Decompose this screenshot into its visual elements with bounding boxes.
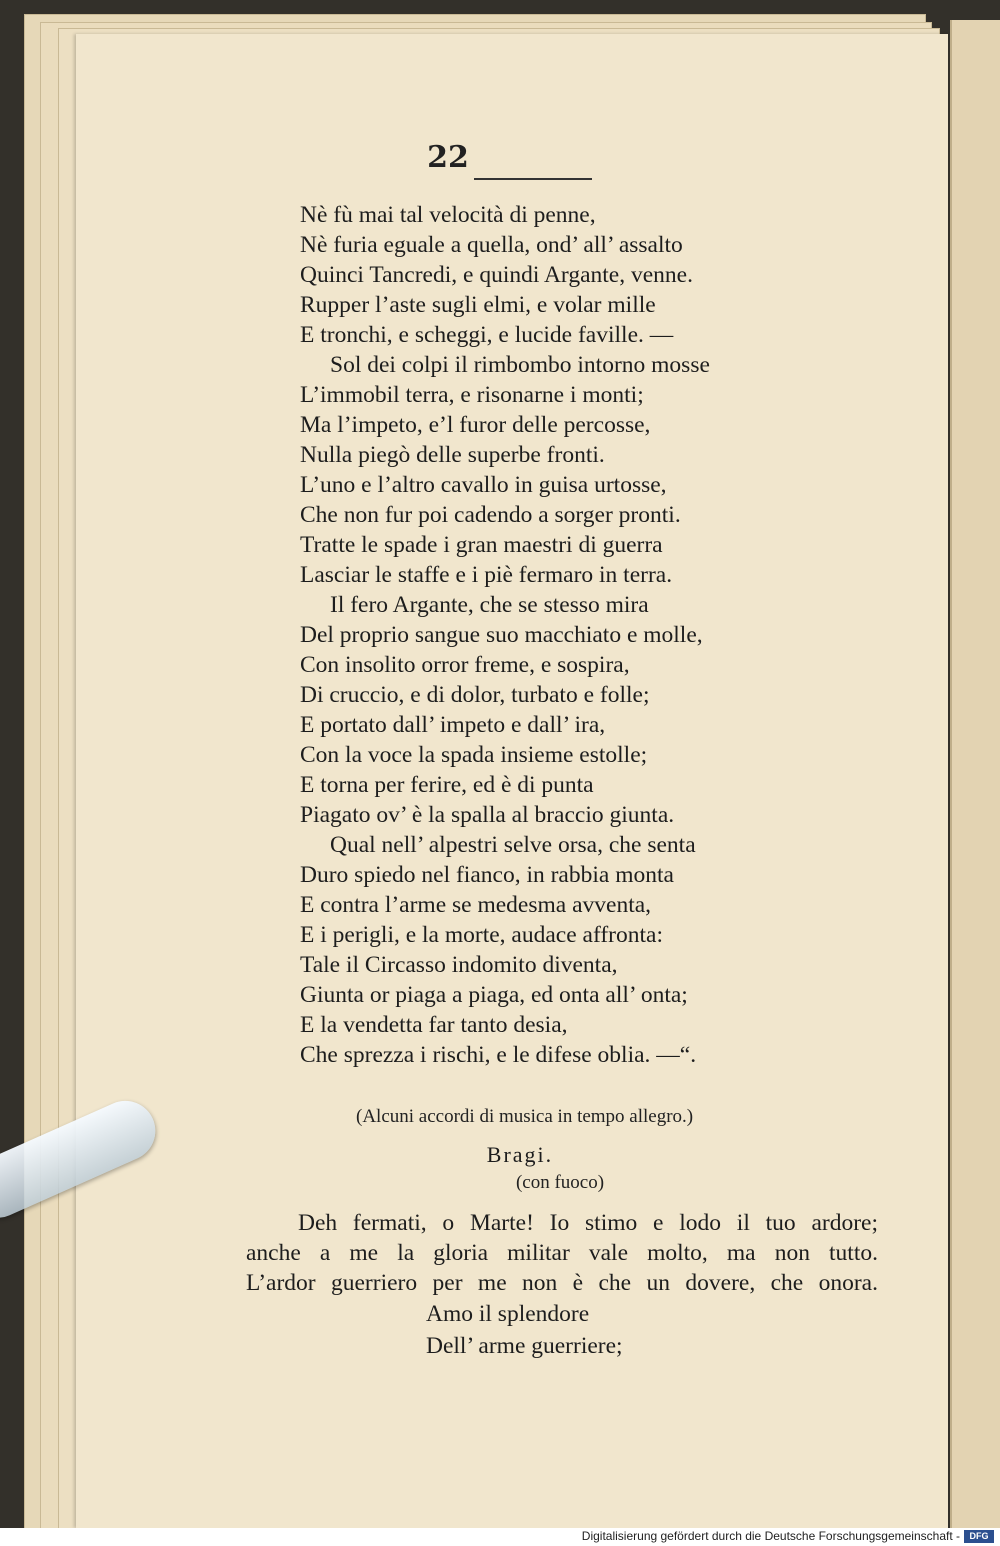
prose-line: Deh fermati, o Marte! Io stimo e lodo il tuo ardore; bbox=[298, 1210, 878, 1236]
verse-line: Sol dei colpi il rimbombo intorno mosse bbox=[330, 352, 710, 378]
verse-line: Tratte le spade i gran maestri di guerra bbox=[300, 532, 663, 558]
closing-line: Amo il splendore bbox=[426, 1301, 590, 1327]
verse-line: L’uno e l’altro cavallo in guisa urtosse, bbox=[300, 472, 667, 498]
verse-line: Giunta or piaga a piaga, ed onta all’ onta; bbox=[300, 982, 688, 1008]
verse-line: Nulla piegò delle superbe fronti. bbox=[300, 442, 605, 468]
page-number: 22 bbox=[427, 140, 469, 175]
verse-line: Piagato ov’ è la spalla al braccio giunta. bbox=[300, 802, 675, 828]
verse-line: L’immobil terra, e risonarne i monti; bbox=[300, 382, 644, 408]
verse-line: Nè furia eguale a quella, ond’ all’ assalto bbox=[300, 232, 683, 258]
verse-line: E contra l’arme se medesma avventa, bbox=[300, 892, 652, 918]
verse-line: Con insolito orror freme, e sospira, bbox=[300, 652, 630, 678]
verse-line: Il fero Argante, che se stesso mira bbox=[330, 592, 649, 618]
speaker-direction: (con fuoco) bbox=[515, 1172, 605, 1193]
verse-line: E portato dall’ impeto e dall’ ira, bbox=[300, 712, 606, 738]
prose-line: anche a me la gloria militar vale molto, ma non tutto. bbox=[246, 1240, 878, 1266]
footer-bar bbox=[0, 1528, 1000, 1546]
verse-line: Quinci Tancredi, e quindi Argante, venne. bbox=[300, 262, 693, 288]
verse-line: Nè fù mai tal velocità di penne, bbox=[300, 202, 596, 228]
verse-line: E tronchi, e scheggi, e lucide faville. — bbox=[300, 322, 674, 348]
verse-line: Ma l’impeto, e’l furor delle percosse, bbox=[300, 412, 651, 438]
footer-credit: Digitalisierung gefördert durch die Deutsche Forschungsgemeinschaft - bbox=[581, 1529, 960, 1543]
verse-block bbox=[300, 200, 840, 1070]
verse-line: Lasciar le staffe e i piè fermaro in terra. bbox=[300, 562, 673, 588]
verse-line: E la vendetta far tanto desia, bbox=[300, 1012, 568, 1038]
facing-page-edge bbox=[950, 20, 1000, 1528]
verse-line: Di cruccio, e di dolor, turbato e folle; bbox=[300, 682, 650, 708]
closing-verse-block bbox=[426, 1298, 623, 1362]
closing-line: Dell’ arme guerriere; bbox=[426, 1333, 623, 1359]
page-number-rule bbox=[474, 178, 592, 180]
verse-line: Che sprezza i rischi, e le difese oblia. —“. bbox=[300, 1042, 697, 1068]
verse-line: Duro spiedo nel fianco, in rabbia monta bbox=[300, 862, 674, 888]
verse-line: E torna per ferire, ed è di punta bbox=[300, 772, 594, 798]
verse-line: Con la voce la spada insieme estolle; bbox=[300, 742, 648, 768]
prose-block bbox=[246, 1208, 878, 1298]
speaker-name: Bragi. bbox=[486, 1142, 554, 1167]
verse-line: Tale il Circasso indomito diventa, bbox=[300, 952, 618, 978]
stage-direction: (Alcuni accordi di musica in tempo allegro.) bbox=[356, 1106, 694, 1127]
prose-line: L’ardor guerriero per me non è che un dovere, che onora. bbox=[246, 1270, 878, 1296]
verse-line: Del proprio sangue suo macchiato e molle, bbox=[300, 622, 703, 648]
verse-line: Rupper l’aste sugli elmi, e volar mille bbox=[300, 292, 656, 318]
verse-line: Che non fur poi cadendo a sorger pronti. bbox=[300, 502, 681, 528]
verse-line: E i perigli, e la morte, audace affronta: bbox=[300, 922, 663, 948]
dfg-logo: DFG bbox=[964, 1530, 994, 1543]
verse-line: Qual nell’ alpestri selve orsa, che senta bbox=[330, 832, 696, 858]
